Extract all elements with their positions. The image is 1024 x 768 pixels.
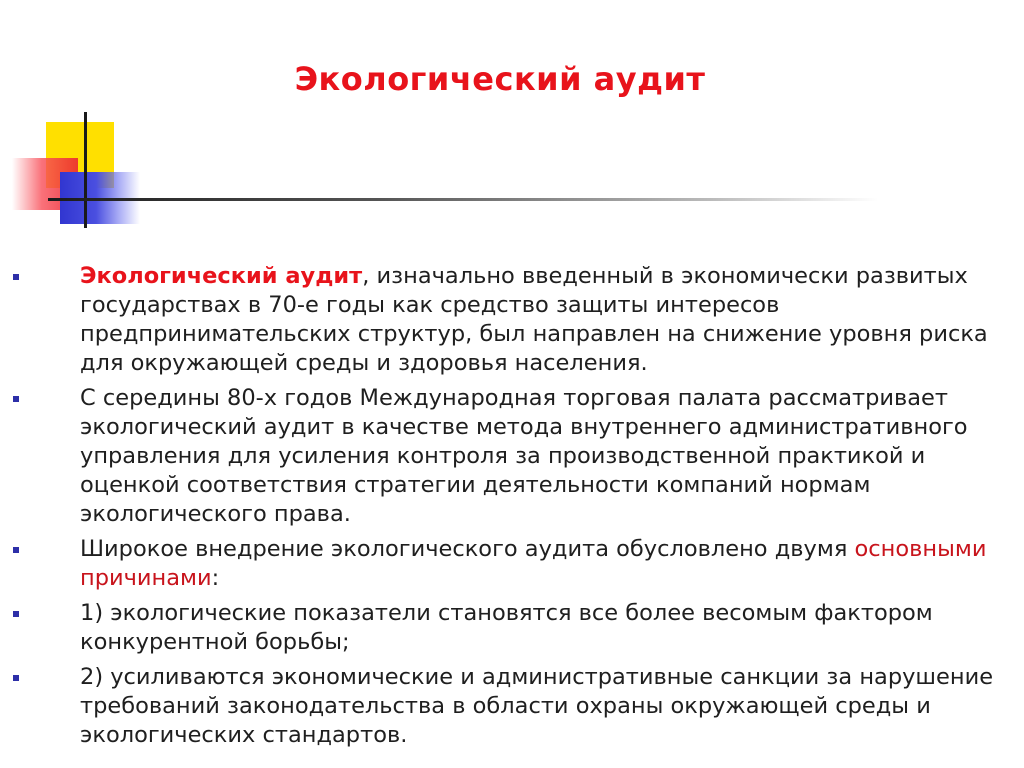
bullet-marker-icon	[13, 274, 19, 280]
bullet-marker-icon	[13, 396, 19, 402]
bullet-text: 2) усиливаются экономические и административные санкции за нарушение требований законодательства в области охраны окружающей среды и экологических стандартов.	[80, 664, 994, 748]
bullet-item-4	[0, 599, 1000, 657]
bullet-text: , изначально введенный в экономически развитых государствах в 70-е годы как средство защиты интересов предпринимательских структур, был направлен на снижение уровня риска для окружающей среды и здоровья населения.	[80, 263, 988, 376]
bullet-item-1	[0, 262, 1000, 378]
bullet-text: С середины 80-х годов Международная торговая палата рассматривает экологический аудит в качестве метода внутреннего административного управления для усиления контроля за производственной практикой и оценкой соответствия стратегии деятельности компаний нормам экологического права.	[80, 385, 968, 527]
bullet-highlight: основными причинами	[80, 536, 987, 591]
decor-horizontal-rule	[48, 198, 878, 201]
bullet-marker-icon	[13, 611, 19, 617]
bullet-text: Широкое внедрение экологического аудита обусловлено двумя	[80, 536, 855, 562]
bullet-highlight: Экологический аудит	[80, 263, 363, 289]
slide-title: Экологический аудит	[294, 60, 706, 98]
bullet-marker-icon	[13, 547, 19, 553]
bullet-item-3	[0, 535, 1000, 593]
decor-vertical-line	[84, 112, 87, 228]
bullet-list	[0, 262, 1000, 756]
bullet-item-2	[0, 384, 1000, 529]
bullet-suffix: :	[211, 565, 220, 591]
bullet-text: 1) экологические показатели становятся все более весомым фактором конкурентной борьбы;	[80, 600, 933, 655]
bullet-item-5	[0, 663, 1000, 750]
bullet-marker-icon	[13, 675, 19, 681]
